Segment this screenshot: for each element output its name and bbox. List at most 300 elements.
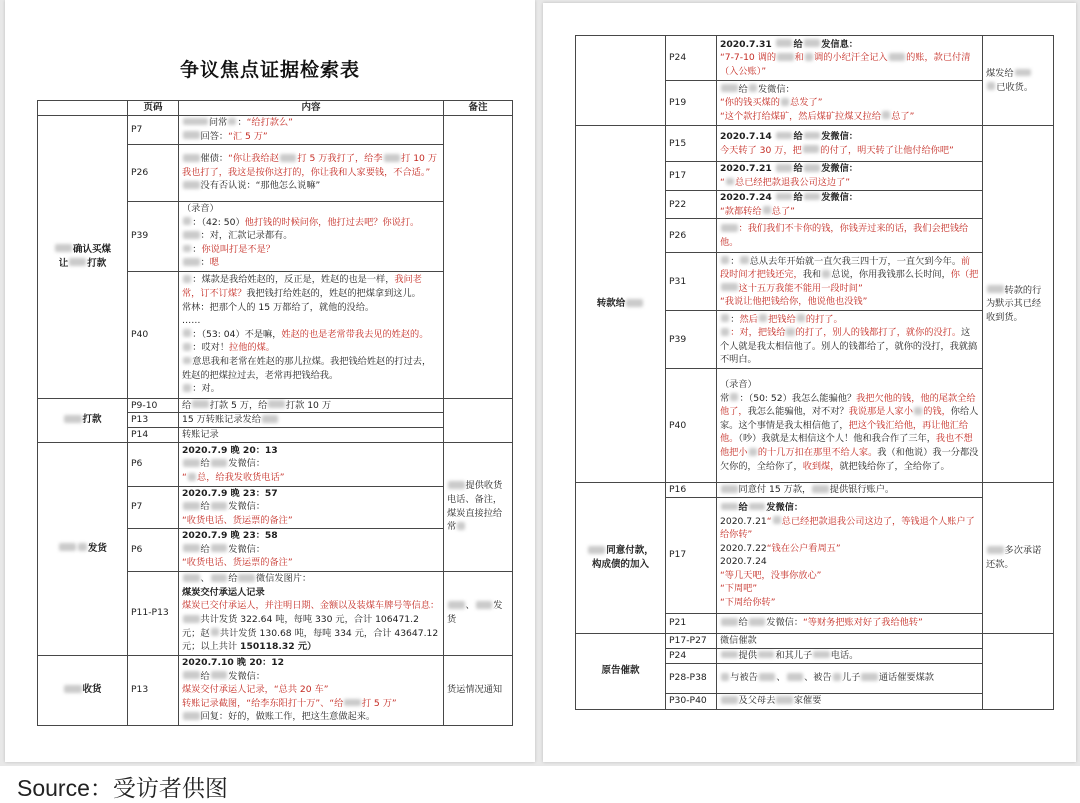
highlighted-text: 总已经把款退我公司这边了，等钱退个人账户了给你转” [720,515,975,541]
redaction-blur [813,651,830,659]
page-number-cell: P7 [128,486,179,528]
note-cell [983,126,1054,483]
highlighted-text: 我也不想他把小 [720,433,973,459]
text-run: 发微信： [228,670,266,682]
bold-text: 2020.7.10 晚 20：12 [182,657,285,669]
highlighted-text: 把这个钱汇给他，再让他汇给他。 [720,419,969,445]
content-cell [179,486,444,528]
text-line [986,67,1050,81]
redaction-blur [749,618,766,626]
page-number-cell: P19 [666,81,717,126]
content-cell [179,442,444,486]
text-run: 家催要 [793,695,822,707]
text-line [182,179,440,193]
text-run: 我把钱打给姓赵的，姓赵的把煤拿到这儿。 [246,288,421,300]
highlighted-text: 总，给我发收货电话” [197,472,285,484]
content-cell [717,497,983,613]
text-line [720,515,979,542]
redaction-blur [721,328,729,336]
text-run: 问常 [208,117,228,128]
redaction-blur [183,329,191,337]
highlighted-text: 你说叫打是不是？ [201,243,275,255]
highlighted-text: “钱在公户看周五” [766,542,841,554]
document-page-left [5,0,535,762]
redaction-blur [211,502,228,510]
group-label-cell [38,442,128,655]
text-line [720,83,979,97]
highlighted-text: 的付了，明天转了让他付给你吧” [820,144,954,156]
highlighted-text: 的打了。 [805,313,843,325]
content-cell [179,398,444,413]
bold-text: 150118.32 元） [240,641,317,653]
note-cell [983,483,1054,634]
text-run: …… [182,315,201,327]
text-line [182,586,440,600]
text-run: 收货 [82,684,102,696]
highlighted-text: 我问老常，订不订煤？ [182,274,422,300]
text-line [182,683,440,697]
text-run: 给 [200,501,210,513]
text-run: 确认买煤 [73,244,112,255]
text-line [720,378,979,392]
text-line [720,96,979,110]
text-line [720,569,979,583]
redaction-blur [262,415,279,423]
text-run: 总说，你用我钱那么长时间， [831,269,951,281]
redaction-blur [211,574,228,582]
redaction-blur [777,53,794,61]
redaction-blur [183,671,200,679]
redaction-blur [749,503,766,511]
text-line [41,243,124,257]
redaction-blur [721,651,738,659]
text-run: 共计发货 322.64 吨，每吨 330 元，合计 106471.2 元；赵 [182,614,419,639]
content-cell [179,427,444,442]
page-number-cell: P40 [128,271,179,398]
highlighted-text: 总了” [771,205,795,217]
text-line [720,38,979,52]
text-line [447,599,509,626]
redaction-blur [183,154,200,162]
highlighted-text: “下周吧” [720,583,758,595]
redaction-blur [1015,69,1032,77]
text-line [182,413,440,427]
text-line [447,479,509,533]
page-number-cell: P14 [128,427,179,442]
text-line [182,710,440,724]
text-run: 与被告 [730,672,758,684]
text-run: 货运情况通知 [447,684,503,696]
redaction-blur [804,164,821,172]
redaction-blur [776,164,793,172]
text-line [182,301,440,315]
text-line [182,697,440,711]
text-line [182,382,440,396]
text-run: 发货 [87,542,107,554]
redaction-blur [268,400,285,408]
text-line [720,694,979,708]
text-run: 这个人就是我太相信他了。别人的钱都给了，就你的没打，我就搞不明白。 [720,327,978,366]
content-cell [717,253,983,311]
table-row [38,655,513,725]
text-line [41,683,124,697]
text-run: 打款 [82,414,102,426]
redaction-blur [183,181,200,189]
note-cell [444,398,513,442]
text-line [182,428,440,442]
text-line [182,314,440,328]
redaction-blur [183,357,191,365]
redaction-blur [889,53,906,61]
text-line [579,297,662,311]
text-run: 回复：好的，做账工作，把这生意做起来。 [200,711,376,723]
content-cell [179,528,444,571]
text-run: 总从去年开始就一直欠我三四十万，一直欠到今年。 [749,255,962,267]
redaction-blur [183,275,191,283]
highlighted-text: “ [182,472,187,484]
text-run: （录音） [720,379,757,391]
redaction-blur [812,485,829,493]
text-run: 意思我和老常在姓赵的那儿拉煤。我把钱给姓赵的打过去，姓赵的把煤拉过去，老常再把钱给我。 [182,355,432,381]
text-line [720,542,979,556]
redaction-blur [987,546,1004,554]
redaction-blur [987,82,995,90]
highlighted-text: 打 5 万我打了，给李 [297,153,383,165]
redaction-blur [763,206,771,214]
page-number-cell: P6 [128,528,179,571]
text-line [720,110,979,124]
text-line [720,582,979,596]
highlighted-text: “我说让他把钱给你，他说他也没钱” [720,296,868,308]
redaction-blur [805,53,813,61]
bold-text: 煤炭交付承运人记录 [182,586,265,598]
header-category [38,101,128,116]
redaction-blur [787,673,804,681]
highlighted-text: ：对，把钱给 [730,327,786,339]
text-run: 微信催款 [720,634,757,646]
page-number-cell: P22 [666,191,717,219]
evidence-table-right [575,35,1054,710]
redaction-blur [78,543,87,551]
redaction-blur [211,628,219,636]
highlighted-text: “等财务把账对好了我给他转” [803,617,923,629]
content-cell [717,219,983,253]
text-line [986,544,1050,571]
header-page: 页码 [128,101,179,116]
highlighted-text: “ [766,515,772,527]
highlighted-text: 打 5 万” [361,697,397,709]
text-run: 2020.7.22 [720,542,767,554]
page-number-cell: P13 [128,413,179,428]
highlighted-text: 的账，款已付清（入公账）” [720,52,971,77]
text-line [720,326,979,367]
text-run: 让 [58,257,69,269]
highlighted-text: “你让我给赵 [228,153,279,165]
redaction-blur [822,270,830,278]
text-line [720,51,979,78]
content-cell [179,115,444,144]
content-cell [179,201,444,271]
highlighted-text: 这十五万我能不能用一段时间” [738,282,863,294]
text-line [182,355,440,382]
text-line [182,273,440,300]
text-line [182,341,440,355]
text-line [182,572,440,586]
text-run: 同意付 15 万款， [738,484,812,496]
text-line [182,399,440,413]
text-run: 发微信： [766,617,804,629]
text-line [41,413,124,427]
content-cell [717,126,983,162]
bold-text: 2020.7.31 [720,38,775,50]
redaction-blur [183,712,200,720]
text-line [182,243,440,257]
text-line [182,543,440,557]
text-run: 和其儿子 [775,649,813,661]
page-number-cell: P26 [128,144,179,201]
highlighted-text: 的打了，别人的钱都打了，就你的没打。 [795,327,962,339]
text-run: ： [730,255,740,267]
text-line [182,457,440,471]
content-cell [179,655,444,725]
redaction-blur [721,84,738,92]
redaction-blur [476,601,493,609]
page-number-cell: P15 [666,126,717,162]
text-run: 给 [200,543,210,555]
bold-text: 2020.7.9 晚 23：57 [182,487,278,499]
header-note: 备注 [444,101,513,116]
redaction-blur [804,39,821,47]
bold-text: 给 [793,38,803,50]
page-number-cell: P21 [666,613,717,633]
text-run: 给 [200,670,210,682]
text-line [41,542,124,556]
redaction-blur [384,154,401,162]
text-line [720,671,979,685]
redaction-blur [776,132,793,140]
text-run: （录音） [182,203,219,215]
bold-text: 发微信： [821,130,858,142]
redaction-blur [797,314,805,322]
table-body-right [576,36,1054,710]
redaction-blur [786,328,794,336]
text-line [720,222,979,249]
text-line [720,634,979,648]
redaction-blur [776,696,793,704]
redaction-blur [183,258,200,266]
redaction-blur [183,384,191,392]
highlighted-text: 嗯 [209,257,219,269]
redaction-blur [804,193,821,201]
highlighted-text: 姓赵的也是老常带我去见的姓赵的。 [281,328,429,340]
text-run: ：哎对！ [192,342,230,354]
text-run: 打款 5 万，给 [209,399,268,411]
highlighted-text: “给打款么” [246,117,293,128]
text-run: 打款 [87,257,107,269]
redaction-blur [211,459,228,467]
text-run: 给 [738,617,748,629]
table-row [576,36,1054,81]
text-line [720,255,979,296]
text-run: ：对，汇款记录都有。 [200,230,293,242]
redaction-blur [861,673,878,681]
redaction-blur [64,685,81,693]
redaction-blur [280,154,297,162]
page-number-cell: P6 [128,442,179,486]
text-line [182,130,440,144]
group-label-cell [576,633,666,709]
text-run: ：（50: 52）我怎么能骗他？ [739,392,857,404]
text-run: 电话。 [830,649,859,661]
highlighted-text: “你的钱买煤的 [720,97,780,109]
table-body-left [38,115,513,725]
text-run: 原告催款 [601,665,640,677]
text-line [720,392,979,474]
redaction-blur [882,111,890,119]
highlighted-text: 总已经把款退我公司这边了” [735,177,851,188]
redaction-blur [776,39,793,47]
highlighted-text: 和 [794,52,804,64]
redaction-blur [626,299,643,307]
highlighted-text: “收货电话、货运票的备注” [182,514,293,526]
text-run: 及父母去 [738,695,776,707]
bold-text: 给 [793,163,803,175]
text-line [720,144,979,158]
note-cell [983,633,1054,709]
highlighted-text: ：我们我们不卡你的钱，你钱弄过来的话，我们会把钱给他。 [720,223,969,248]
table-row [38,398,513,413]
evidence-table-left [37,100,513,726]
text-run: ： [192,243,202,255]
text-line [182,670,440,684]
text-run: 多次承诺还款。 [986,545,1042,570]
content-cell [717,663,983,693]
text-run: 回答： [200,130,229,142]
redaction-blur [803,145,820,153]
bold-text: 2020.7.9 晚 20：13 [182,444,278,456]
bold-text: 发微信： [821,163,858,175]
redaction-blur [228,118,236,126]
highlighted-text: 他打钱的时候问你，他打过去吧？你说打。 [244,216,420,228]
text-line [720,162,979,176]
redaction-blur [721,256,729,264]
highlighted-text: 打 10 万我也打了，我这是按你这打的，你让我和人家要钱，不合适。” [182,153,438,178]
bold-text: 2020.7.24 [720,192,775,203]
page-number-cell: P11-P13 [128,571,179,655]
redaction-blur [59,543,76,551]
text-line [182,256,440,270]
highlighted-text: 煤炭已交付承运人，并注明日期、金额以及装煤车牌号等信息： [182,600,440,612]
redaction-blur [64,415,81,423]
content-cell [717,36,983,81]
redaction-blur [448,481,465,489]
table-row [576,483,1054,498]
highlighted-text: 我把欠他的钱，他的尾款全给他了， [720,392,976,418]
redaction-blur [721,314,729,322]
redaction-blur [183,118,208,126]
text-run: 15 万转账记录发给 [182,414,261,426]
text-run: 转账记录 [182,428,219,440]
highlighted-text: 然后 [739,313,758,325]
text-line [720,649,979,663]
text-run: ：对。 [192,383,220,395]
redaction-blur [914,407,922,415]
text-run: 通话催要煤款 [878,672,934,684]
redaction-blur [192,400,209,408]
group-label-cell [38,655,128,725]
content-cell [717,311,983,369]
document-title: 争议焦点证据检索表 [179,59,360,81]
highlighted-text: “收货电话、货运票的备注” [182,557,293,569]
redaction-blur [183,343,191,351]
text-run: 我和 [802,269,822,281]
highlighted-text: 的钱， [923,406,951,418]
page-number-cell: P9-10 [128,398,179,413]
redaction-blur [730,393,738,401]
text-run: 儿子 [841,672,861,684]
bold-text: 2020.7.14 [720,130,775,142]
redaction-blur [183,245,191,253]
text-run: 发微信： [228,543,266,555]
bold-text: 发微信： [766,501,804,513]
page-number-cell: P17 [666,497,717,613]
text-line [720,596,979,610]
text-run: 同意付款， [606,545,654,557]
redaction-blur [726,178,734,186]
text-line [182,152,440,179]
content-cell [717,369,983,483]
text-line [720,501,979,515]
text-line [720,483,979,497]
redaction-blur [55,244,72,252]
highlighted-text: “7-7-10 调的 [720,52,777,64]
page-number-cell: P17-P27 [666,633,717,648]
group-label-cell [576,36,666,126]
text-line [720,176,979,190]
bold-text: 发信息： [821,38,858,50]
highlighted-text: 你（把 [950,269,979,281]
redaction-blur [183,502,200,510]
text-run: 常 [720,392,730,404]
bold-text: 发微信： [821,192,858,203]
text-run: 转款给 [596,298,626,310]
redaction-blur [588,546,605,554]
redaction-blur [749,84,757,92]
table-header-row [38,101,513,116]
table-row [576,633,1054,648]
redaction-blur [183,131,200,139]
highlighted-text: 收到煤， [802,460,840,472]
redaction-blur [721,224,738,232]
text-run: 共计发货 130.68 吨，每吨 334 元，合计 43647.12 元；以上共计 [182,627,439,653]
highlighted-text: “下周给你转” [720,597,776,609]
content-cell [717,483,983,498]
highlighted-text: 煤炭交付承运人记录，“总共 20 车” [182,684,329,696]
redaction-blur [759,673,776,681]
text-line [182,656,440,670]
redaction-blur [773,516,781,524]
highlighted-text: “ [720,177,725,188]
text-run: （吵）我就是太相信这个人！他和我合作了三年， [738,433,936,445]
text-line [182,444,440,458]
bold-text: 给 [738,501,748,513]
bold-text: 给 [793,130,803,142]
group-label-cell [38,398,128,442]
highlighted-text: 拉他的煤。 [229,342,275,354]
redaction-blur [833,673,841,681]
text-line [182,116,440,130]
content-cell [717,162,983,191]
